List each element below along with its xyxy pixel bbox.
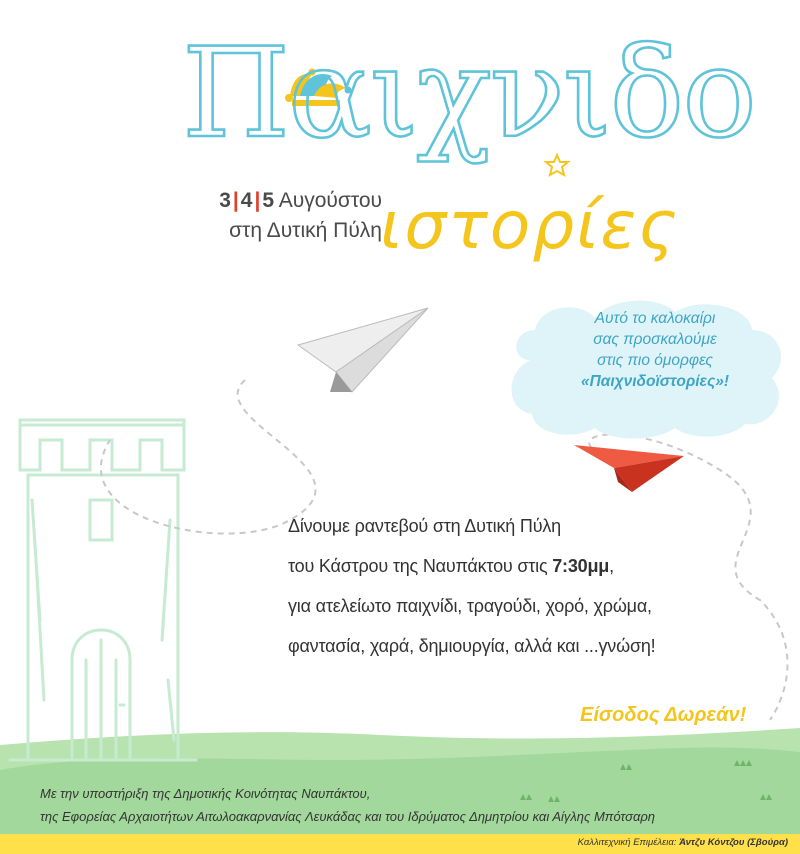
date-separator: |	[254, 189, 261, 212]
title-sub	[378, 176, 679, 276]
date-4: 4	[240, 189, 253, 212]
dates-line	[160, 186, 382, 216]
event-description	[288, 506, 758, 666]
cloud-line: σας προσκαλούμε	[593, 331, 717, 348]
description-line: για ατελείωτο παιχνίδι, τραγούδι, χορό, χρώμα,	[288, 596, 652, 616]
cloud-line: Αυτό το καλοκαίρι	[594, 310, 716, 327]
event-time: 7:30μμ	[552, 556, 610, 576]
tower-illustration	[10, 420, 196, 760]
svg-text:Παιχνιδο: Παιχνιδο	[182, 22, 755, 166]
credit-name: Άντζυ Κόντζου (Σβούρα)	[679, 837, 788, 848]
flight-path-grey	[101, 380, 316, 534]
cloud-invitation	[540, 308, 770, 392]
date-month: Αυγούστου	[278, 189, 382, 212]
description-line	[288, 546, 758, 586]
title-main	[182, 18, 755, 168]
description-line: Δίνουμε ραντεβού στη Δυτική Πύλη	[288, 516, 561, 536]
description-text: του Κάστρου της Ναυπάκτου στις	[288, 556, 553, 576]
support-credits	[40, 782, 740, 828]
paper-plane-grey-icon	[298, 308, 428, 392]
description-line: φαντασία, χαρά, δημιουργία, αλλά και ...γνώση!	[288, 636, 656, 656]
cloud-line: στις πιο όμορφες	[597, 352, 713, 369]
support-line: Με την υποστήριξη της Δημοτικής Κοινότητας Ναυπάκτου,	[40, 786, 371, 801]
event-place: στη Δυτική Πύλη	[229, 219, 382, 242]
free-entry-label: Είσοδος Δωρεάν!	[580, 704, 747, 726]
description-text: ,	[609, 556, 614, 576]
event-dates	[160, 186, 382, 246]
date-5: 5	[262, 189, 275, 212]
credit-label: Καλλιτεχνική Επιμέλεια:	[577, 837, 680, 848]
date-3: 3	[219, 189, 231, 212]
artistic-credit	[578, 837, 788, 848]
cloud-line-highlight: «Παιχνιδοϊστορίες»!	[580, 373, 729, 390]
date-separator: |	[232, 189, 239, 212]
support-line: της Εφορείας Αρχαιοτήτων Αιτωλοακαρνανίας Λευκάδας και του Ιδρύματος Δημητρίου και Αίγλης Μπότσαρη	[40, 809, 656, 824]
paper-plane-red-icon	[574, 445, 684, 492]
svg-text:ιστορίες: ιστορίες	[380, 187, 679, 264]
